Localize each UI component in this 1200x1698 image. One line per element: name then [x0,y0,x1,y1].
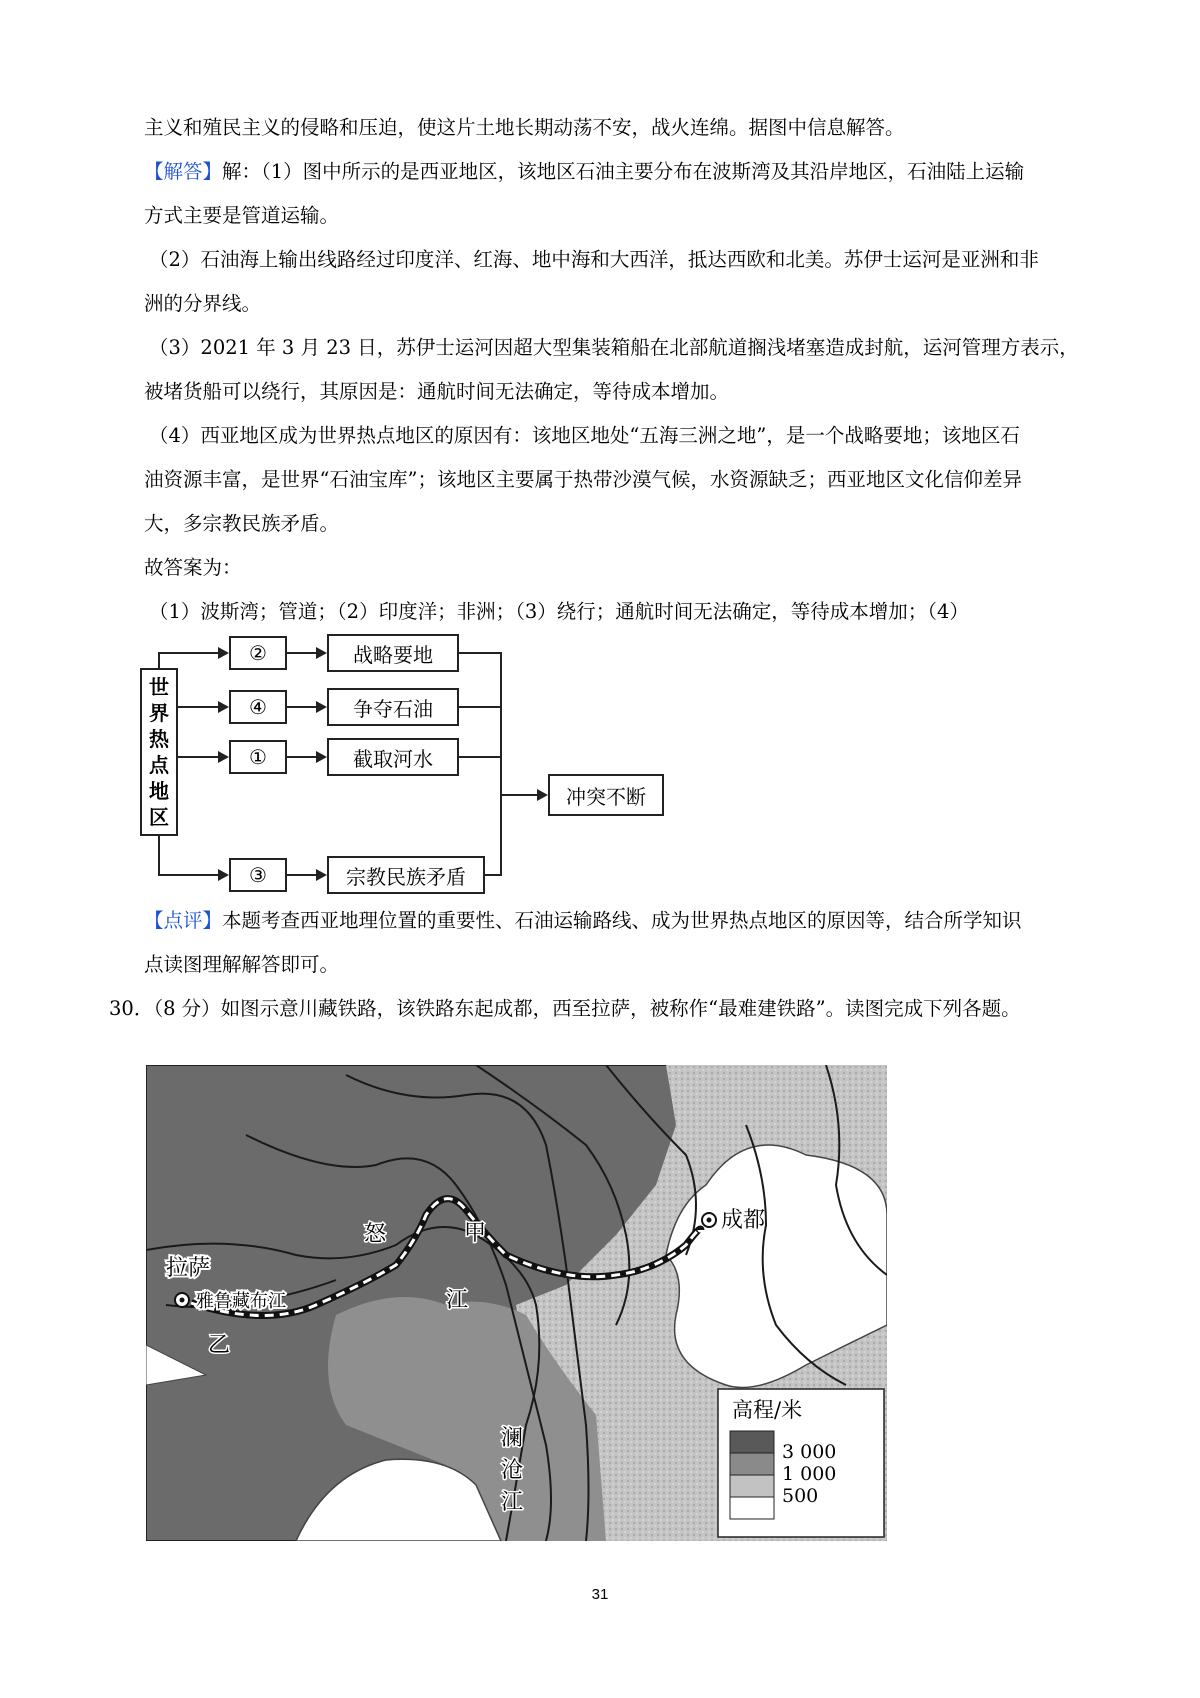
yi-label: 乙 [208,1333,231,1358]
text-line: （2）石油海上输出线路经过印度洋、红海、地中海和大西洋，抵达西欧和北美。苏伊士运河是亚洲和非 [149,248,1039,271]
text-line: 主义和殖民主义的侵略和压迫，使这片土地长期动荡不安，战火连绵。据图中信息解答。 [144,116,905,139]
legend-level: 3 000 [782,1441,837,1463]
text-line: 油资源丰富，是世界“石油宝库”；该地区主要属于热带沙漠气候，水资源缺乏；西亚地区文化信仰差异 [144,468,1022,491]
legend-level: 1 000 [782,1463,837,1485]
jia-label: 甲 [464,1221,487,1246]
fc-result-box: 冲突不断 [548,774,664,816]
text-line: 点读图理解解答即可。 [144,953,340,976]
text-line: （4）西亚地区成为世界热点地区的原因有：该地区地处“五海三洲之地”，是一个战略要地；该地区石 [149,424,1020,447]
fc-reason-box: 战略要地 [327,634,459,672]
fc-number-box: ② [229,636,287,670]
fc-reason-box: 宗教民族矛盾 [327,856,485,894]
text-line: 【解答】解：（1）图中所示的是西亚地区，该地区石油主要分布在波斯湾及其沿岸地区，石油陆上运输 [144,160,1025,183]
fc-reason-box: 截取河水 [327,738,459,776]
legend-title: 高程/米 [732,1398,803,1422]
nu-jiang-label: 江 [446,1288,469,1313]
review-tag: 【点评】 [144,909,223,932]
sichuan-tibet-railway-map [146,1065,887,1541]
text-line: 大，多宗教民族矛盾。 [144,512,340,535]
text-line: （3）2021 年 3 月 23 日，苏伊士运河因超大型集装箱船在北部航道搁浅堵塞造成封航，运河管理方表示， [149,336,1079,359]
text-line: 故答案为： [144,556,242,579]
lhasa-marker [175,1293,189,1307]
chengdu-label: 成都 [721,1208,766,1233]
fc-side-box: 世 界 热 点 地 区 [140,668,178,836]
fc-number-box: ④ [229,690,287,724]
text-line: 【点评】本题考查西亚地理位置的重要性、石油运输路线、成为世界热点地区的原因等，结合所学知识 [144,909,1022,932]
lancang-jiang-label: 江 [501,1490,524,1515]
fc-number-box: ③ [229,858,287,892]
lan-label: 澜 [501,1426,524,1451]
text-line: 被堵货船可以绕行，其原因是：通航时间无法确定，等待成本增加。 [144,380,730,403]
nu-label: 怒 [364,1222,387,1247]
text-line: （1）波斯湾；管道；（2）印度洋；非洲；（3）绕行；通航时间无法确定，等待成本增加；（4） [149,600,969,623]
elevation-legend [718,1389,884,1537]
yarlung-label: 雅鲁藏布江 [196,1291,286,1312]
question-title: 30．（8 分）如图示意川藏铁路，该铁路东起成都，西至拉萨，被称作“最难建铁路”。读图完成下列各题。 [109,997,1021,1020]
fc-number-box: ① [229,740,287,774]
text-line: 方式主要是管道运输。 [144,204,340,227]
page-number: 31 [591,1586,609,1603]
chengdu-marker [702,1213,716,1227]
fc-reason-box: 争夺石油 [327,688,459,726]
cang-label: 沧 [501,1458,524,1483]
lhasa-label: 拉萨 [166,1256,211,1281]
legend-level: 500 [782,1485,819,1507]
answer-tag: 【解答】 [144,160,223,183]
text-line: 洲的分界线。 [144,292,262,315]
